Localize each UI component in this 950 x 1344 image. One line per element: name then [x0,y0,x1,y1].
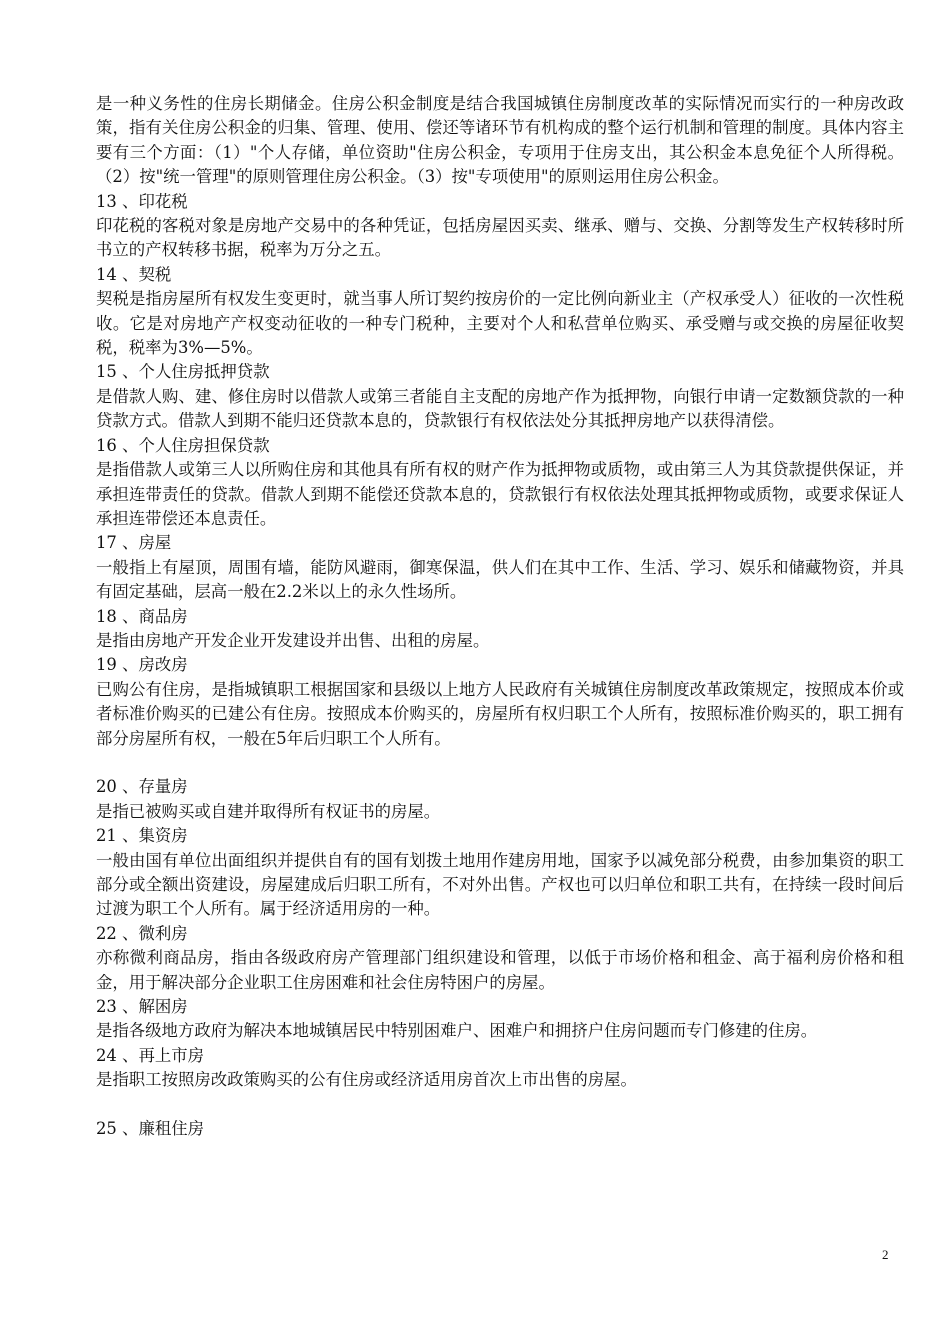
section-heading: 23 、解困房 [96,997,188,1017]
section-body: 是借款人购、建、修住房时以借款人或第三者能自主支配的房地产作为抵押物，向银行申请一定数额贷款的一种贷款方式。借款人到期不能归还贷款本息的，贷款银行有权依法处分其抵押房地产以获得清偿。 [96,386,904,431]
section-heading: 24 、再上市房 [96,1045,205,1065]
section-body: 一般由国有单位出面组织并提供自有的国有划拨土地用作建房用地，国家予以减免部分税费，由参加集资的职工部分或全额出资建设，房屋建成后归职工所有，不对外出售。产权也可以归单位和职工共有，在持续一段时间后过渡为职工个人所有。属于经济适用房的一种。 [96,850,904,919]
section-body: 是指职工按照房改政策购买的公有住房或经济适用房首次上市出售的房屋。 [96,1070,637,1090]
section-heading: 22 、微利房 [96,923,188,943]
document-page [96,92,904,1141]
section-heading: 15 、个人住房抵押贷款 [96,362,270,382]
section-body: 印花税的客税对象是房地产交易中的各种凭证，包括房屋因买卖、继承、赠与、交换、分割等发生产权转移时所书立的产权转移书据，税率为万分之五。 [96,216,904,260]
section-body: 是指各级地方政府为解决本地城镇居民中特别困难户、困难户和拥挤户住房问题而专门修建的住房。 [96,1021,818,1041]
section-body: 一般指上有屋顶，周围有墙，能防风避雨，御寒保温，供人们在其中工作、生活、学习、娱乐和储藏物资，并具有固定基础，层高一般在2.2米以上的永久性场所。 [96,557,904,602]
section-heading: 19 、房改房 [96,655,188,675]
blank-line [96,751,904,775]
section-body: 是指由房地产开发企业开发建设并出售、出租的房屋。 [96,630,490,650]
section-body: 是指已被购买或自建并取得所有权证书的房屋。 [96,801,441,821]
page-number: 2 [882,1247,889,1262]
section-heading: 18 、商品房 [96,606,188,626]
section-body: 是指借款人或第三人以所购住房和其他具有所有权的财产作为抵押物或质物，或由第三人为其贷款提供保证，并承担连带责任的贷款。借款人到期不能偿还贷款本息的，贷款银行有权依法处理其抵押物或质物，或要求保证人承担连带偿还本息责任。 [96,460,904,528]
intro-paragraph: 是一种义务性的住房长期储金。住房公积金制度是结合我国城镇住房制度改革的实际情况而实行的一种房改政策，指有关住房公积金的归集、管理、使用、偿还等诸环节有机构成的整个运行机制和管理的制度。具体内容主要有三个方面：（1）"个人存储，单位资助"住房公积金，专项用于住房支出，其公积金本息免征个人所得税。（2）按"统一管理"的原则管理住房公积金。（3）按"专项使用"的原则运用住房公积金。 [96,94,904,187]
blank-line [96,1093,904,1117]
section-body: 契税是指房屋所有权发生变更时，就当事人所订契约按房价的一定比例向新业主（产权承受人）征收的一次性税收。它是对房地产产权变动征收的一种专门税种，主要对个人和私营单位购买、承受赠与或交换的房屋征收契税，税率为3%—5%。 [96,289,904,358]
section-body: 已购公有住房，是指城镇职工根据国家和县级以上地方人民政府有关城镇住房制度改革政策规定，按照成本价或者标准价购买的已建公有住房。按照成本价购买的，房屋所有权归职工个人所有，按照标准价购买的，职工拥有部分房屋所有权，一般在5年后归职工个人所有。 [96,679,904,748]
section-heading: 21 、集资房 [96,826,188,846]
section-heading: 20 、存量房 [96,777,188,797]
section-heading: 14 、契税 [96,264,172,284]
section-heading: 13 、印花税 [96,191,188,211]
sections-container [96,190,904,1142]
section-heading: 16 、个人住房担保贷款 [96,435,270,455]
section-heading: 17 、房屋 [96,533,172,553]
section-body: 亦称微利商品房，指由各级政府房产管理部门组织建设和管理，以低于市场价格和租金、高于福利房价格和租金，用于解决部分企业职工住房困难和社会住房特困户的房屋。 [96,948,904,992]
section-heading: 25 、廉租住房 [96,1119,205,1139]
